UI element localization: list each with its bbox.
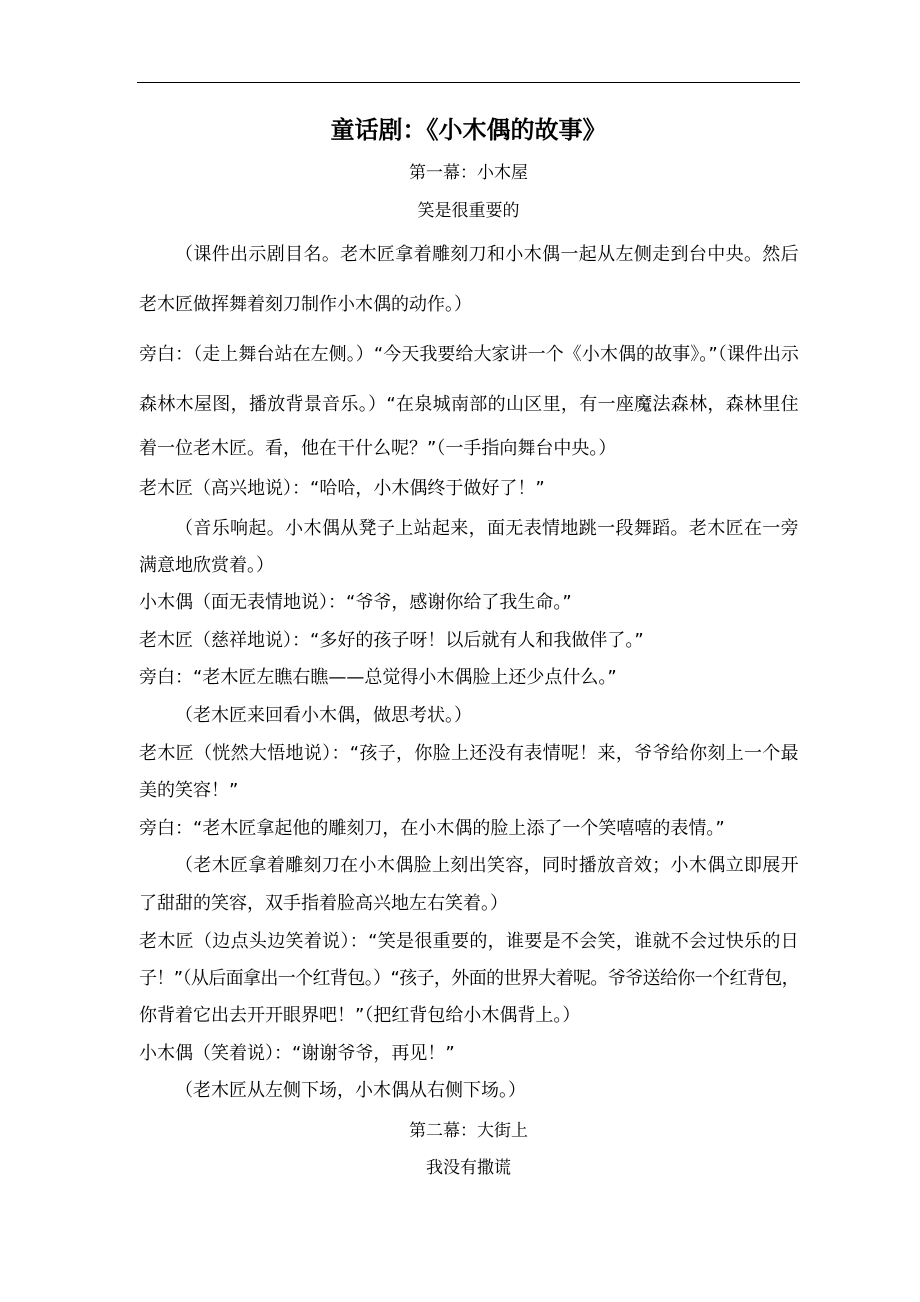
line-text: 旁白：（走上舞台站在左侧。）“今天我要给大家讲一个《小木偶的故事》。”（课件出示 <box>139 344 799 365</box>
paragraph-line <box>139 517 799 541</box>
paragraph-line <box>139 666 799 690</box>
line-text: 小木偶（面无表情地说）：“爷爷，感谢你给了我生命。” <box>139 592 572 613</box>
line-text: 了甜甜的笑容，双手指着脸高兴地左右笑着。） <box>139 893 508 914</box>
paragraph-line <box>139 477 799 501</box>
line-text: 老木匠（高兴地说）：“哈哈，小木偶终于做好了！” <box>139 478 545 499</box>
line-text: 老木匠（慈祥地说）：“多好的孩子呀！以后就有人和我做伴了。” <box>139 630 644 651</box>
paragraph-line <box>139 892 799 916</box>
line-text: （音乐响起。小木偶从凳子上站起来，面无表情地跳一段舞蹈。老木匠在一旁 <box>175 518 799 539</box>
line-text: 满意地欣赏着。） <box>139 555 274 576</box>
line-text: 旁白：“老木匠拿起他的雕刻刀，在小木偶的脸上添了一个笑嘻嘻的表情。” <box>139 818 725 839</box>
act2-heading: 第二幕：大街上 <box>409 1121 528 1141</box>
document-title: 童话剧：《小木偶的故事》 <box>330 116 607 144</box>
line-text: 老木匠做挥舞着刻刀制作小木偶的动作。） <box>139 294 472 315</box>
line-text: 子！”（从后面拿出一个红背包。）“孩子，外面的世界大着呢。爷爷送给你一个红背包， <box>139 968 799 989</box>
paragraph-line <box>139 343 799 367</box>
paragraph-line <box>139 591 799 615</box>
line-text: 老木匠（边点头边笑着说）：“笑是很重要的，谁要是不会笑，谁就不会过快乐的日 <box>139 931 799 952</box>
header-rule <box>137 82 800 83</box>
act2-subtitle: 我没有撒谎 <box>426 1158 511 1178</box>
paragraph-line <box>139 1004 799 1028</box>
paragraph-line <box>139 243 799 267</box>
paragraph-line <box>139 629 799 653</box>
line-text: （老木匠来回看小木偶，做思考状。） <box>175 705 472 726</box>
act1-heading: 第一幕：小木屋 <box>409 163 528 183</box>
line-text: 旁白：“老木匠左瞧右瞧——总觉得小木偶脸上还少点什么。” <box>139 667 617 688</box>
line-text: 着一位老木匠。看，他在干什么呢？”（一手指向舞台中央。） <box>139 438 617 459</box>
paragraph-line <box>139 437 799 461</box>
line-text: （老木匠拿着雕刻刀在小木偶脸上刻出笑容，同时播放音效；小木偶立即展开 <box>175 855 799 876</box>
line-text: 小木偶（笑着说）：“谢谢爷爷，再见！” <box>139 1043 455 1064</box>
paragraph-line <box>139 1079 799 1103</box>
paragraph-line <box>139 293 799 317</box>
paragraph-line <box>139 817 799 841</box>
line-text: 美的笑容！” <box>139 780 239 801</box>
paragraph-line <box>139 1042 799 1066</box>
paragraph-line <box>139 967 799 991</box>
paragraph-line <box>139 854 799 878</box>
paragraph-line <box>139 704 799 728</box>
paragraph-line <box>139 393 799 417</box>
paragraph-line <box>139 554 799 578</box>
line-text: （老木匠从左侧下场，小木偶从右侧下场。） <box>175 1080 526 1101</box>
line-text: 老木匠（恍然大悟地说）：“孩子，你脸上还没有表情呢！来，爷爷给你刻上一个最 <box>139 743 799 764</box>
act1-subtitle: 笑是很重要的 <box>417 201 520 221</box>
line-text: （课件出示剧目名。老木匠拿着雕刻刀和小木偶一起从左侧走到台中央。然后 <box>175 244 799 265</box>
line-text: 你背着它出去开开眼界吧！”（把红背包给小木偶背上。） <box>139 1005 581 1026</box>
paragraph-line <box>139 779 799 803</box>
paragraph-line <box>139 742 799 766</box>
paragraph-line <box>139 930 799 954</box>
line-text: 森林木屋图，播放背景音乐。）“在泉城南部的山区里，有一座魔法森林，森林里住 <box>139 394 799 415</box>
